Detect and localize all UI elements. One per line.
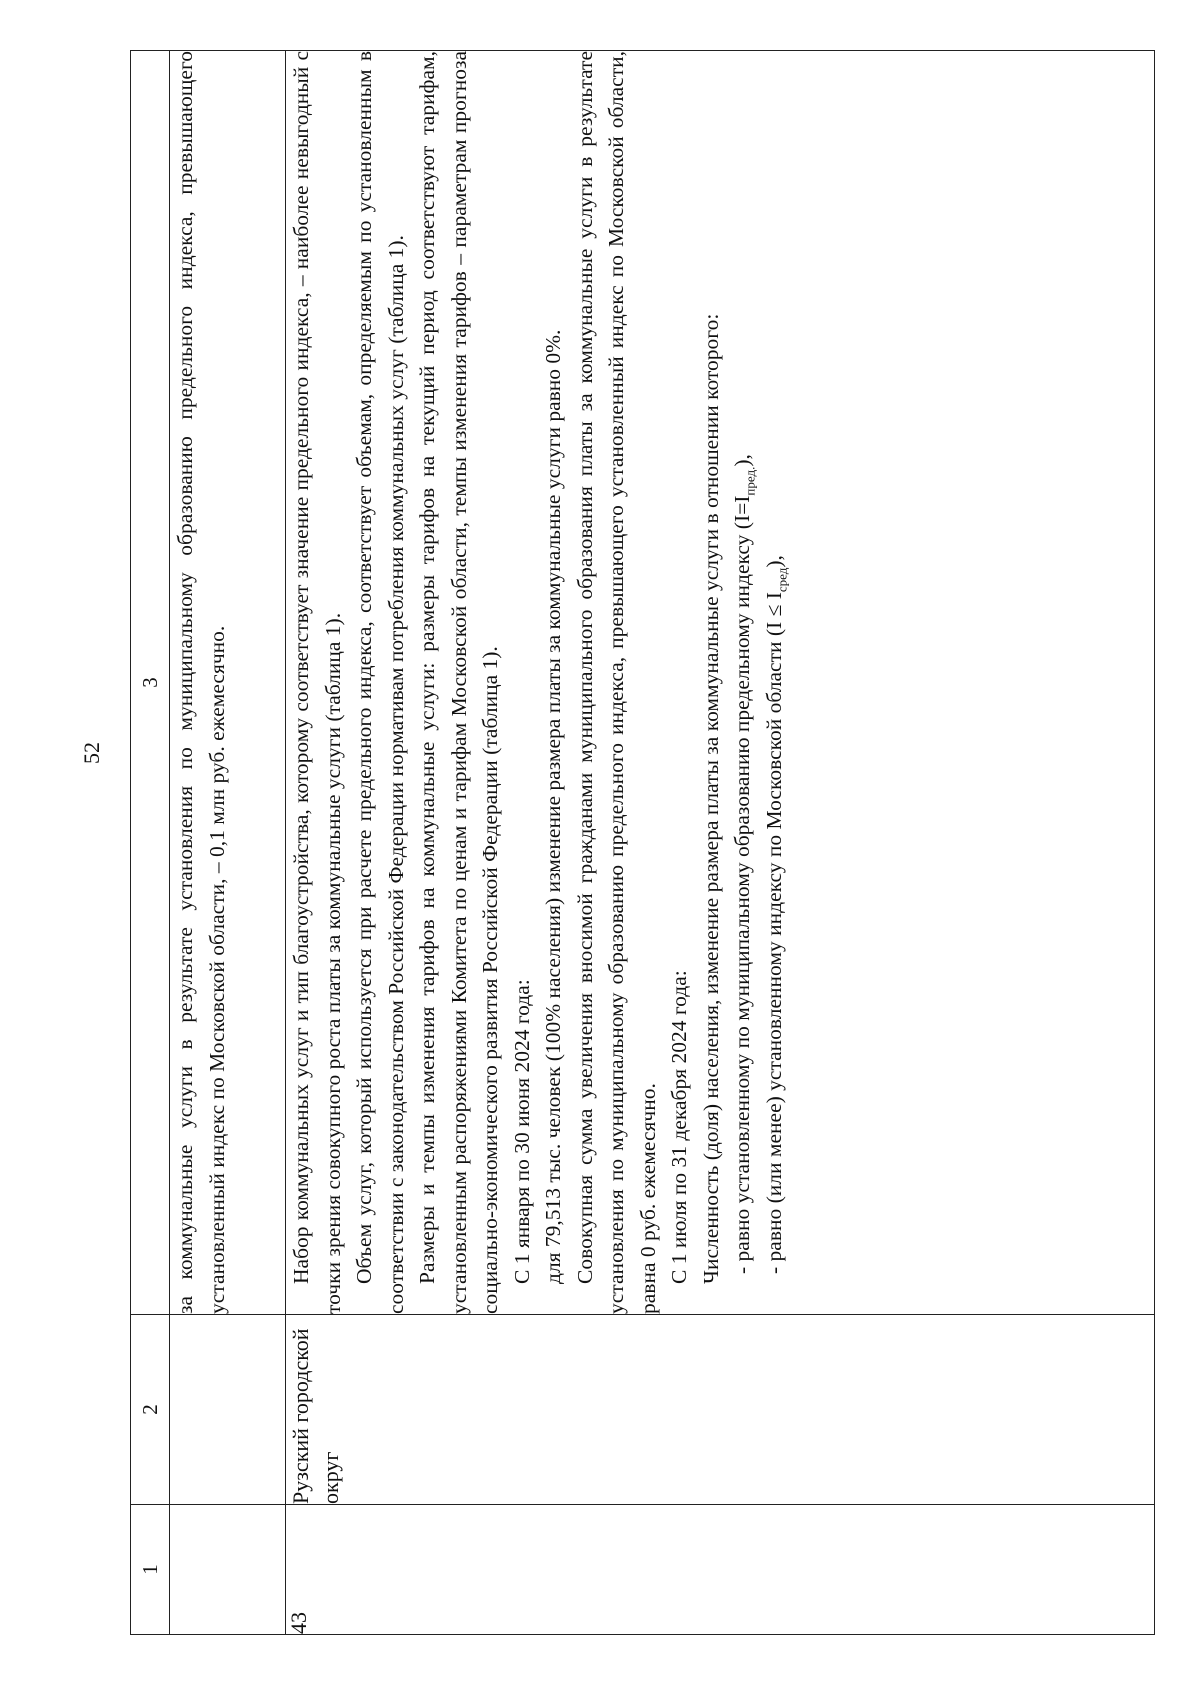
bullet-equal-limit-index — [727, 51, 759, 1314]
continued-row-text — [170, 51, 286, 1315]
row-description — [286, 51, 1155, 1315]
tariff-table — [130, 50, 1155, 1635]
row-municipality: Рузский городской округ — [286, 1315, 1155, 1505]
paragraph-service-set: Набор коммунальных услуг и тип благоустройства, которому соответствует значение предельного индекса, – наиболее невыгодный с точки зрения совокупного роста платы за коммунальные услуги (таблица 1). — [289, 51, 345, 1314]
continued-row-number — [170, 1505, 286, 1635]
rotated-page-content — [130, 50, 1155, 1635]
continued-row-municipality — [170, 1315, 286, 1505]
page-number: 52 — [79, 742, 104, 764]
bullet-less-regional-index — [759, 51, 791, 1314]
table-row-continued — [170, 51, 286, 1635]
bullet-1-end: ), — [730, 454, 754, 467]
paragraph-period-1: С 1 января по 30 июня 2024 года: — [509, 979, 534, 1284]
header-col-1: 1 — [131, 1505, 170, 1635]
bullet-2-end: ), — [761, 555, 786, 568]
paragraph-population-change: для 79,513 тыс. человек (100% населения) изменение размера платы за коммунальные услуги равно 0%. — [541, 329, 565, 1284]
bullet-2-subscript: сред — [773, 567, 789, 593]
table-header-row — [131, 51, 170, 1635]
row-number: 43 — [286, 1505, 1155, 1635]
continued-paragraph: за коммунальные услуги в результате установления по муниципальному образованию предельного индекса, превышающего установленный индекс по Московской области, – 0,1 млн руб. ежемесячно. — [173, 51, 229, 1314]
paragraph-population-share: Численность (доля) населения, изменение размера платы за коммунальные услуги в отношении которого: — [698, 313, 723, 1284]
paragraph-tariff-rates: Размеры и темпы изменения тарифов на коммунальные услуги: размеры тарифов на текущий период соответствуют тарифам, установленным распоряжениями Комитета по ценам и тарифам Московской области, темпы изменения тарифов – параметрам прогноза социально-экономического развития Российской Федерации (таблица 1). — [415, 51, 502, 1314]
header-col-3: 3 — [131, 51, 170, 1315]
paragraph-service-volume: Объем услуг, который используется при расчете предельного индекса, соответствует объемам, определяемым по установленным в соответствии с законодательством Российской Федерации нормативам потребления коммунальных услуг (таблица 1). — [352, 51, 408, 1314]
bullet-2-text: - равно (или менее) установленному индексу по Московской области (I ≤ I — [761, 592, 786, 1274]
table-row-43 — [286, 51, 1155, 1635]
paragraph-total-increase: Совокупная сумма увеличения вносимой гражданами муниципального образования платы за коммунальные услуги в результате установления по муниципальному образованию предельного индекса, превышающего установленный индекс по Московской области, равна 0 руб. ежемесячно. — [572, 51, 660, 1314]
paragraph-period-2: С 1 июля по 31 декабря 2024 года: — [667, 970, 691, 1284]
bullet-1-text: - равно установленному по муниципальному образованию предельному индексу (I=I — [730, 495, 754, 1274]
bullet-1-subscript: пред. — [742, 466, 758, 496]
header-col-2: 2 — [131, 1315, 170, 1505]
